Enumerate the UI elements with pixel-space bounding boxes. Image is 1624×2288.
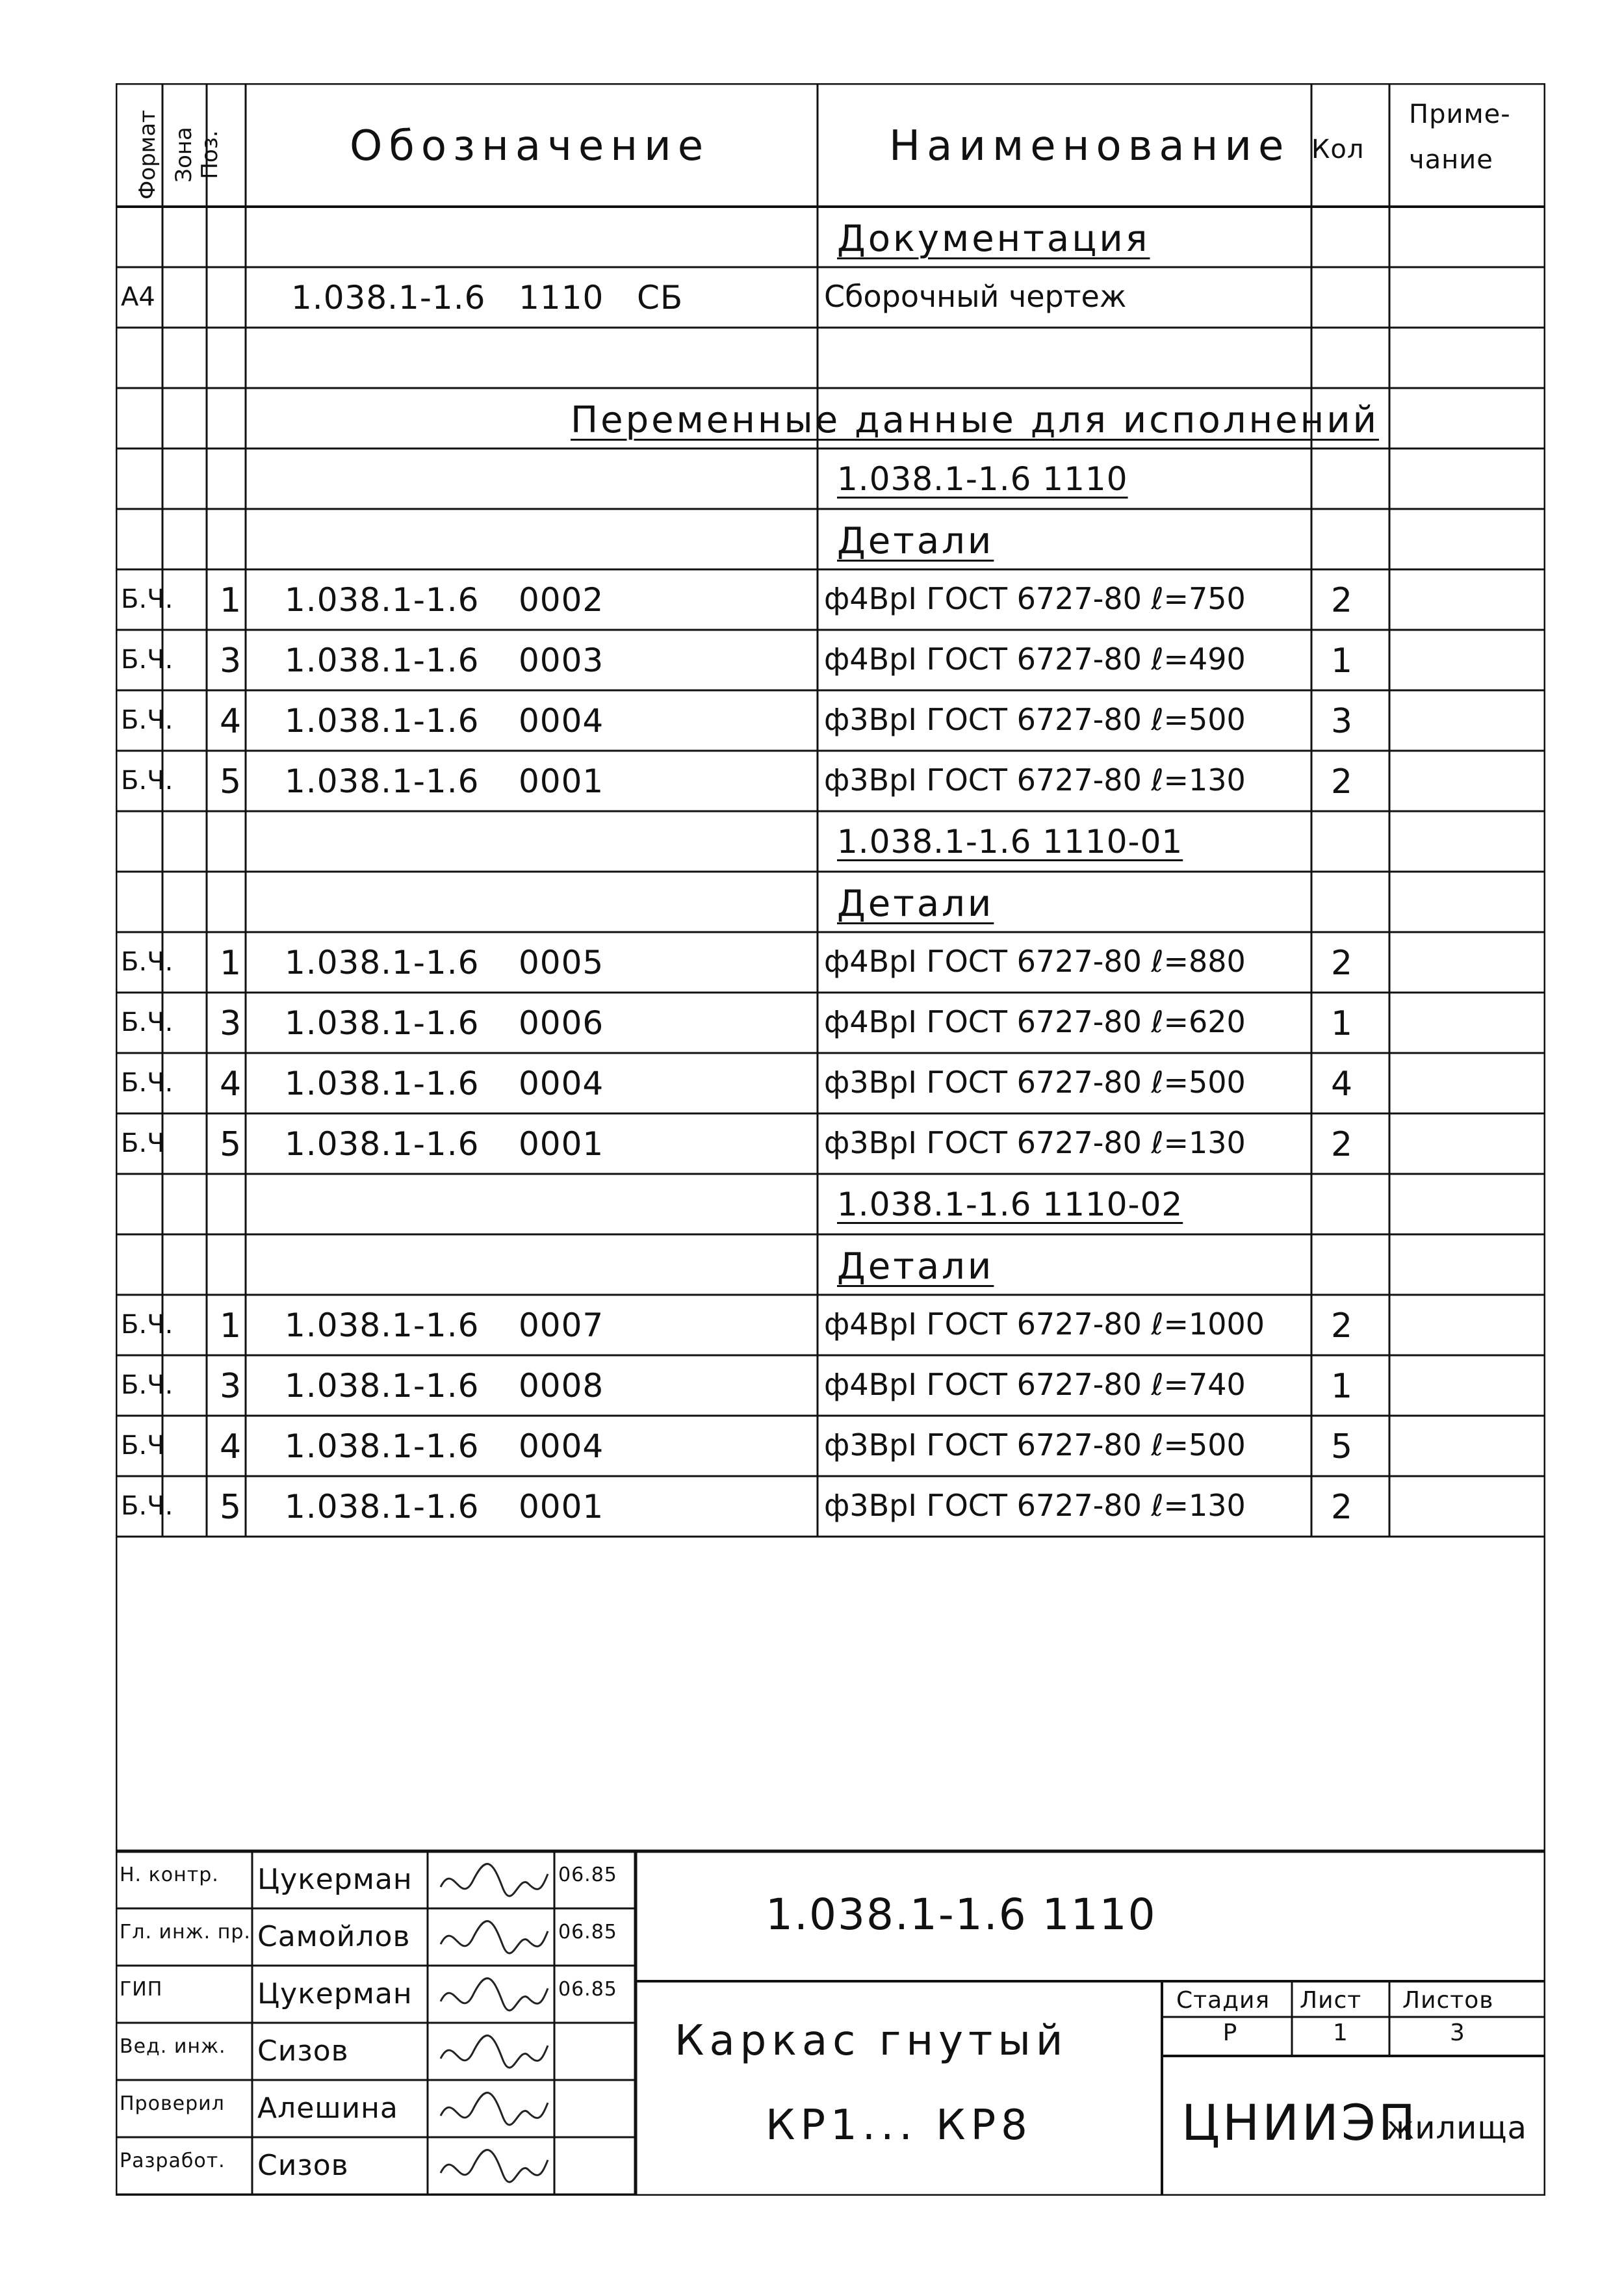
stamp-date: 06.85 (558, 1864, 617, 1886)
cell-name: ф3ВрI ГОСТ 6727-80 ℓ=500 (824, 1427, 1246, 1462)
header-note-line2: чание (1409, 145, 1493, 175)
section-heading: Детали (837, 520, 994, 562)
cell-format: Б.Ч (121, 1431, 165, 1461)
cell-qty: 2 (1331, 1488, 1354, 1527)
cell-code: 0005 (519, 944, 604, 982)
handwritten-signature (441, 1864, 548, 1896)
cell-designation: 1.038.1-1.6 (285, 702, 480, 740)
cell-code: 0004 (519, 1427, 604, 1465)
cell-qty: 5 (1331, 1427, 1354, 1466)
section-heading: Детали (837, 1245, 994, 1288)
cell-code: 0001 (519, 1125, 604, 1163)
stamp-role: Разработ. (120, 2150, 226, 2172)
cell-format: А4 (121, 282, 155, 312)
cell-name: ф4ВрI ГОСТ 6727-80 ℓ=490 (824, 642, 1246, 677)
cell-name: ф4ВрI ГОСТ 6727-80 ℓ=750 (824, 581, 1246, 616)
cell-pos: 5 (220, 762, 242, 801)
stamp-title-line2: КР1... КР8 (766, 2101, 1033, 2150)
cell-name: Сборочный чертеж (824, 279, 1127, 314)
cell-pos: 4 (220, 702, 242, 741)
cell-pos: 5 (220, 1488, 242, 1527)
header-format: Формат (135, 110, 161, 200)
cell-code: 0008 (519, 1367, 604, 1405)
cell-qty: 4 (1331, 1065, 1354, 1104)
stamp-sheet-label: Лист (1300, 1987, 1362, 2014)
cell-qty: 1 (1331, 1367, 1354, 1406)
variants-heading: Переменные данные для исполнений (571, 399, 1380, 441)
cell-pos: 1 (220, 581, 242, 620)
cell-name: ф4ВрI ГОСТ 6727-80 ℓ=1000 (824, 1306, 1265, 1342)
cell-format: Б.Ч. (121, 1008, 174, 1037)
stamp-name: Цукерман (257, 1863, 413, 1896)
specification-sheet (116, 83, 1545, 2196)
cell-designation: 1.038.1-1.6 (285, 1306, 480, 1344)
stamp-role: ГИП (120, 1978, 163, 2001)
cell-name: ф4ВрI ГОСТ 6727-80 ℓ=620 (824, 1004, 1246, 1039)
cell-name: ф3ВрI ГОСТ 6727-80 ℓ=130 (824, 1488, 1246, 1523)
stamp-sheet: 1 (1333, 2020, 1348, 2046)
cell-qty: 2 (1331, 762, 1354, 801)
cell-qty: 3 (1331, 702, 1354, 741)
cell-designation: 1.038.1-1.6 (285, 762, 480, 800)
stamp-role: Проверил (120, 2092, 225, 2115)
cell-pos: 5 (220, 1125, 242, 1164)
cell-code: 0004 (519, 1065, 604, 1102)
stamp-date: 06.85 (558, 1978, 617, 2001)
stamp-sheets: 3 (1450, 2020, 1465, 2046)
cell-designation: 1.038.1-1.6 1110 СБ (291, 279, 684, 317)
stamp-role: Вед. инж. (120, 2035, 226, 2058)
header-designation: Обозначение (350, 122, 710, 170)
cell-designation: 1.038.1-1.6 (285, 581, 480, 619)
cell-name: ф3ВрI ГОСТ 6727-80 ℓ=500 (824, 1065, 1246, 1100)
cell-code: 0006 (519, 1004, 604, 1042)
cell-name: ф3ВрI ГОСТ 6727-80 ℓ=130 (824, 1125, 1246, 1160)
header-zone: Зона (171, 127, 197, 183)
cell-format: Б.Ч. (121, 1491, 174, 1521)
cell-code: 0001 (519, 1488, 604, 1526)
cell-format: Б.Ч. (121, 766, 174, 796)
cell-qty: 2 (1331, 1125, 1354, 1164)
cell-name: ф3ВрI ГОСТ 6727-80 ℓ=130 (824, 762, 1246, 798)
cell-qty: 2 (1331, 1306, 1354, 1346)
cell-designation: 1.038.1-1.6 (285, 1125, 480, 1163)
stamp-sheets-label: Листов (1402, 1987, 1494, 2014)
cell-code: 0003 (519, 642, 604, 679)
cell-pos: 1 (220, 1306, 242, 1346)
cell-format: Б.Ч. (121, 645, 174, 675)
cell-pos: 3 (220, 1367, 242, 1406)
header-note-line1: Приме- (1409, 99, 1511, 129)
variant-code: 1.038.1-1.6 1110-01 (837, 823, 1183, 861)
cell-designation: 1.038.1-1.6 (285, 1427, 480, 1465)
cell-code: 0007 (519, 1306, 604, 1344)
cell-format: Б.Ч (121, 1128, 165, 1158)
cell-designation: 1.038.1-1.6 (285, 1488, 480, 1526)
cell-designation: 1.038.1-1.6 (285, 1004, 480, 1042)
cell-code: 0002 (519, 581, 604, 619)
handwritten-signature (441, 2093, 548, 2125)
cell-designation: 1.038.1-1.6 (285, 1367, 480, 1405)
cell-format: Б.Ч. (121, 947, 174, 977)
stamp-name: Алешина (257, 2092, 398, 2125)
header-pos: Поз. (197, 130, 223, 179)
stamp-stage: Р (1222, 2020, 1238, 2046)
stamp-stage-label: Стадия (1176, 1987, 1270, 2014)
stamp-name: Сизов (257, 2149, 349, 2182)
stamp-role: Н. контр. (120, 1864, 219, 1886)
stamp-name: Самойлов (257, 1920, 411, 1953)
cell-name: ф4ВрI ГОСТ 6727-80 ℓ=880 (824, 944, 1246, 979)
cell-pos: 3 (220, 642, 242, 681)
stamp-date: 06.85 (558, 1921, 617, 1944)
stamp-title-line1: Каркас гнутый (675, 2017, 1068, 2065)
cell-pos: 1 (220, 944, 242, 983)
stamp-document-code: 1.038.1-1.6 1110 (766, 1890, 1157, 1940)
handwritten-signature (441, 1979, 548, 2010)
cell-designation: 1.038.1-1.6 (285, 1065, 480, 1102)
cell-format: Б.Ч. (121, 1370, 174, 1400)
cell-qty: 2 (1331, 944, 1354, 983)
variant-code: 1.038.1-1.6 1110 (837, 460, 1128, 498)
stamp-name: Сизов (257, 2034, 349, 2068)
header-name: Наименование (889, 122, 1291, 170)
section-heading: Документация (837, 218, 1150, 260)
cell-format: Б.Ч. (121, 584, 174, 614)
stamp-organization-suffix: жилища (1386, 2110, 1527, 2146)
cell-pos: 4 (220, 1065, 242, 1104)
variant-code: 1.038.1-1.6 1110-02 (837, 1186, 1183, 1223)
cell-designation: 1.038.1-1.6 (285, 944, 480, 982)
cell-format: Б.Ч. (121, 705, 174, 735)
header-qty: Кол (1311, 135, 1365, 164)
handwritten-signature (441, 2150, 548, 2182)
handwritten-signature (441, 2036, 548, 2068)
handwritten-signature (441, 1921, 548, 1953)
cell-code: 0004 (519, 702, 604, 740)
stamp-name: Цукерман (257, 1977, 413, 2010)
section-heading: Детали (837, 883, 994, 925)
cell-pos: 3 (220, 1004, 242, 1043)
cell-name: ф4ВрI ГОСТ 6727-80 ℓ=740 (824, 1367, 1246, 1402)
cell-format: Б.Ч. (121, 1068, 174, 1098)
stamp-organization: ЦНИИЭП (1181, 2094, 1419, 2152)
cell-qty: 1 (1331, 642, 1354, 681)
cell-qty: 2 (1331, 581, 1354, 620)
cell-pos: 4 (220, 1427, 242, 1466)
stamp-role: Гл. инж. пр. (120, 1921, 251, 1944)
cell-format: Б.Ч. (121, 1310, 174, 1340)
cell-qty: 1 (1331, 1004, 1354, 1043)
cell-name: ф3ВрI ГОСТ 6727-80 ℓ=500 (824, 702, 1246, 737)
cell-code: 0001 (519, 762, 604, 800)
cell-designation: 1.038.1-1.6 (285, 642, 480, 679)
